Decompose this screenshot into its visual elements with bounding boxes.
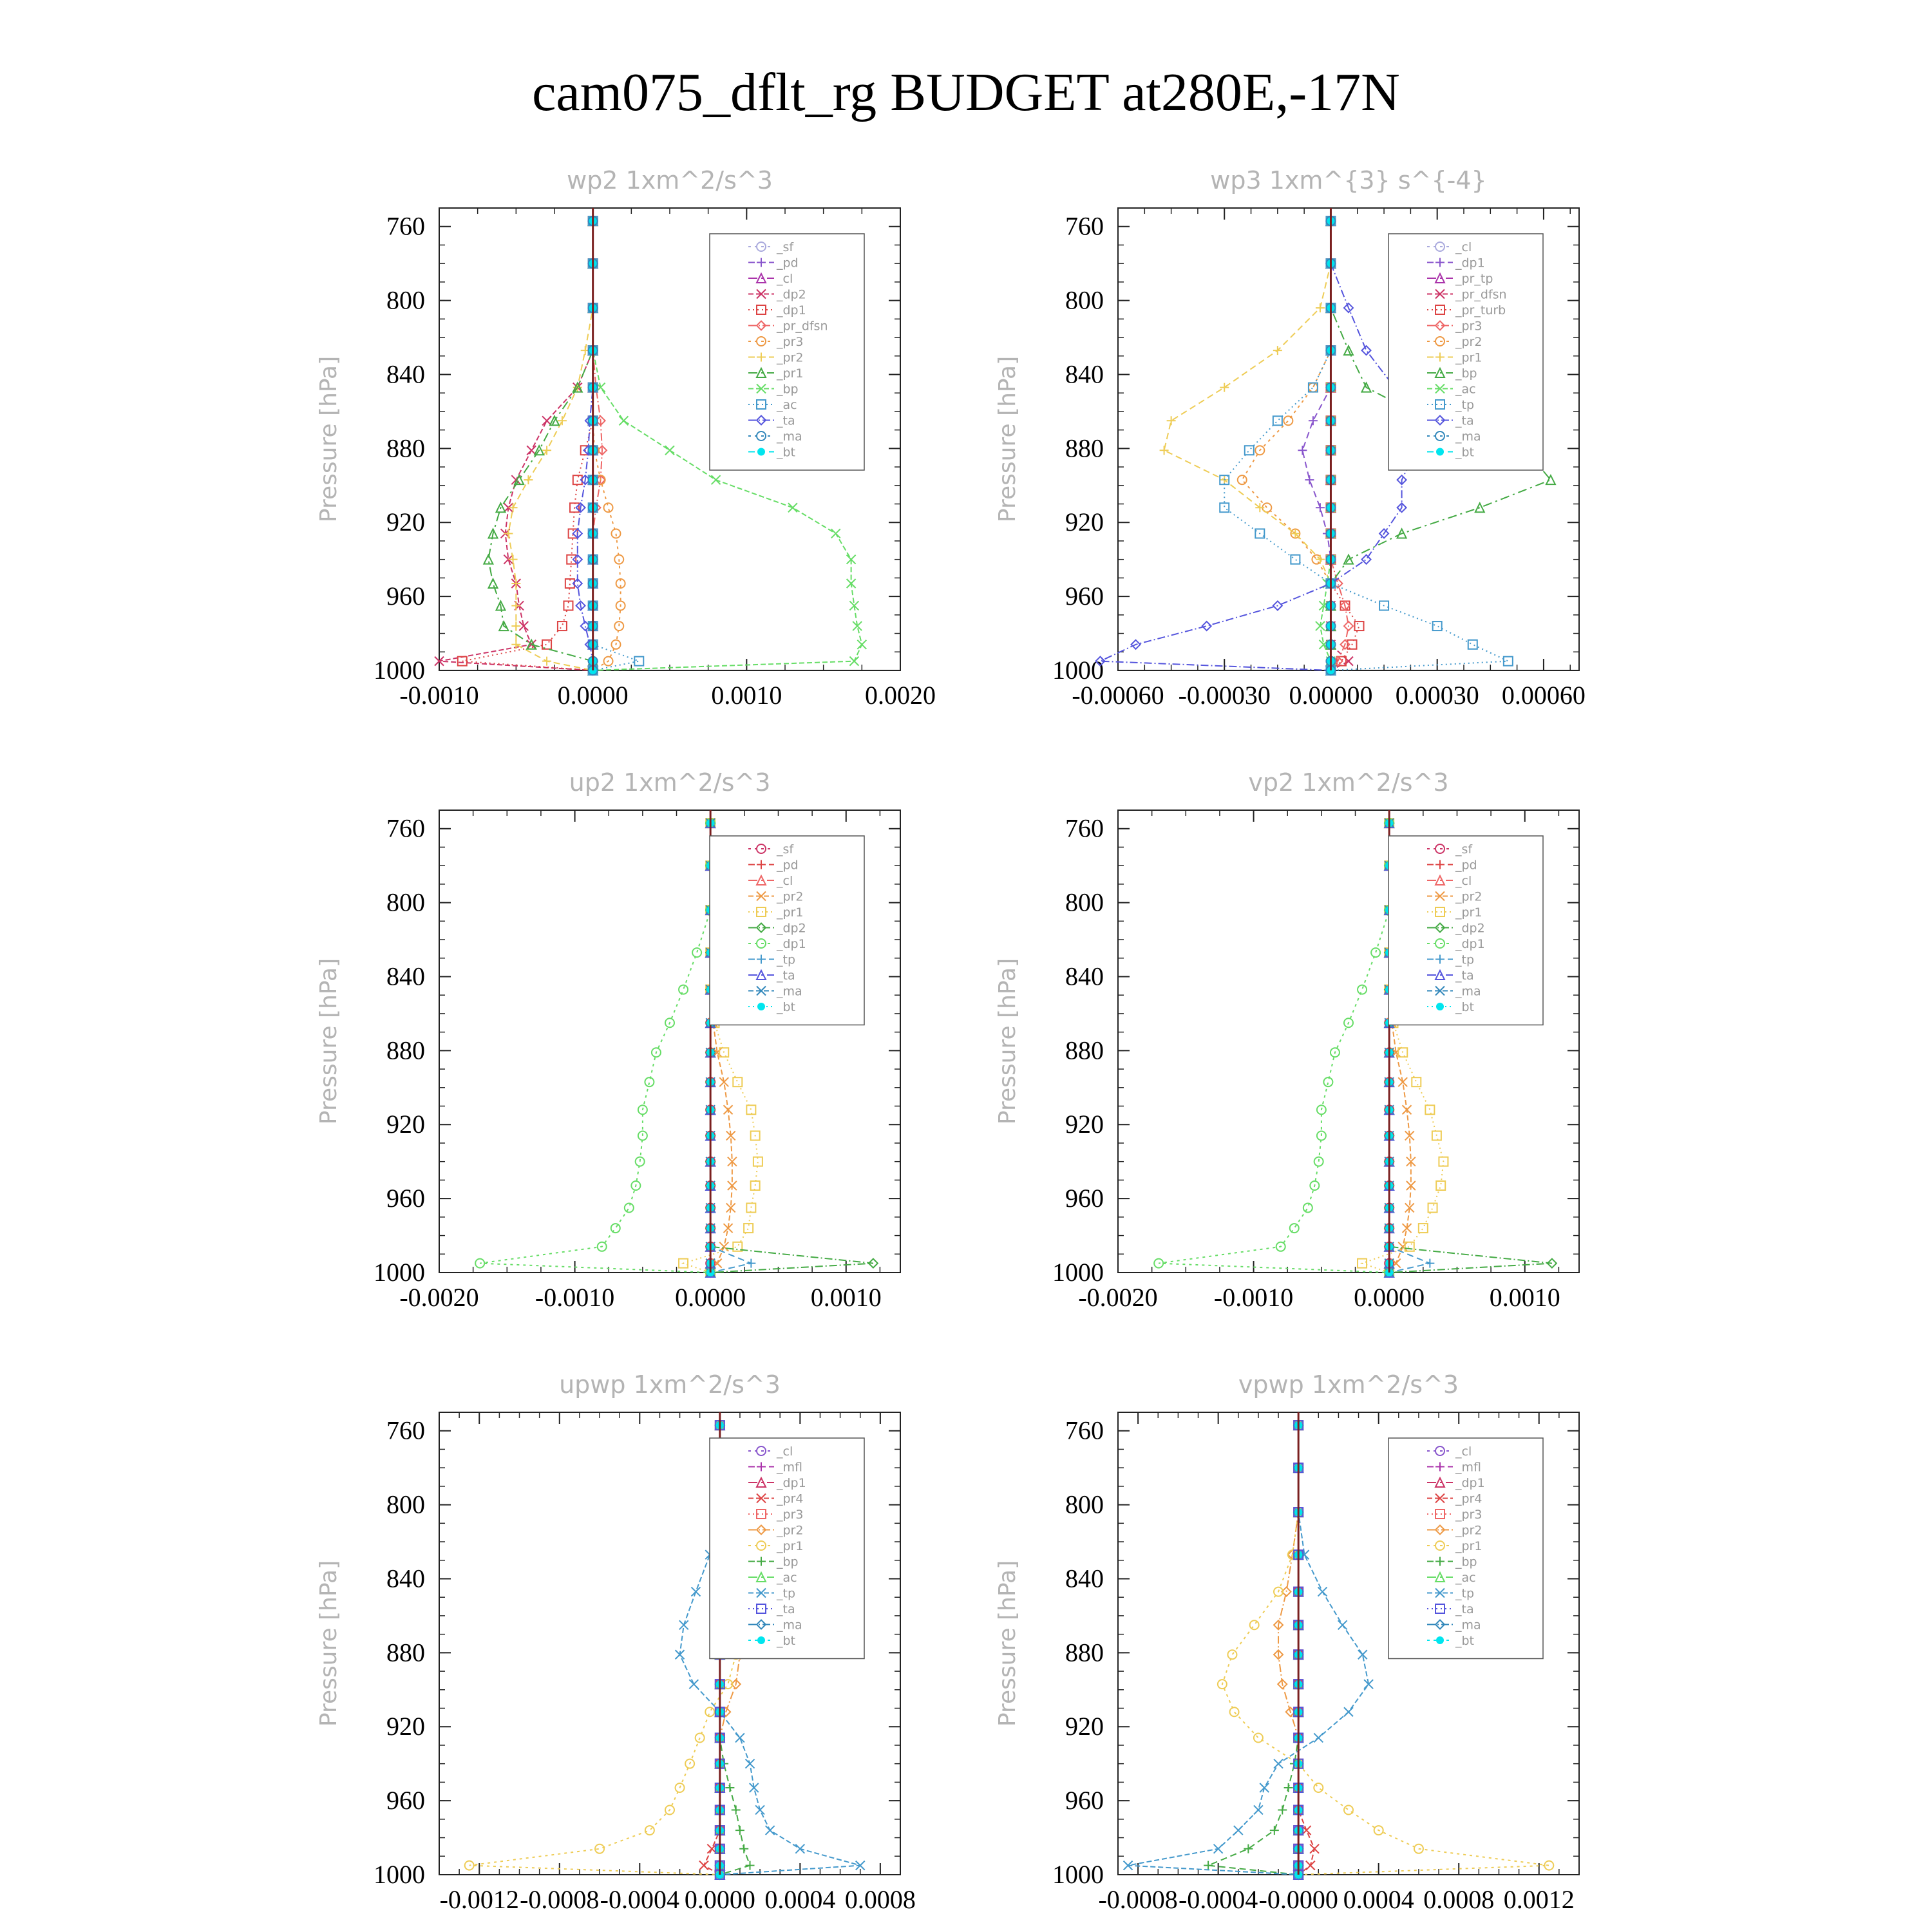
figure-title: cam075_dflt_rg BUDGET at280E,-17N (532, 62, 1400, 122)
data-point (625, 1203, 634, 1212)
y-tick-label: 800 (1065, 1490, 1104, 1519)
data-point (1254, 1805, 1263, 1814)
data-point (1230, 1707, 1239, 1716)
legend-label: _bt (1455, 1634, 1475, 1648)
legend-label: _pd (1455, 858, 1477, 873)
data-point (1284, 1783, 1293, 1792)
legend-label: _pr_dfsn (1455, 287, 1507, 302)
panel-3 (316, 768, 900, 1312)
data-point (1234, 1826, 1243, 1835)
data-point (542, 657, 551, 666)
x-tick-label: -0.0008 (520, 1885, 600, 1914)
legend-marker (1436, 448, 1444, 456)
y-tick-label: 840 (1065, 961, 1104, 991)
legend-label: _ma (777, 984, 802, 999)
y-tick-label: 840 (1065, 359, 1104, 389)
data-point (1220, 503, 1229, 512)
panel-title: wp3 1xm^{3} s^{-4} (1210, 166, 1487, 194)
y-tick-label: 800 (1065, 285, 1104, 315)
y-tick-label: 920 (1065, 507, 1104, 537)
data-point (604, 503, 613, 512)
series-bp (1204, 1421, 1303, 1879)
data-point (1355, 621, 1364, 630)
y-axis-label: Pressure [hPa] (316, 1560, 342, 1727)
data-point (1475, 503, 1484, 512)
legend-label: _tp (777, 1586, 796, 1601)
data-point (1310, 1844, 1319, 1853)
legend-label: _ma (1455, 984, 1481, 999)
legend-marker (1436, 1003, 1444, 1010)
legend-label: _dp2 (777, 287, 806, 302)
data-point (1362, 346, 1371, 355)
panel-1 (316, 166, 936, 710)
data-point (746, 1259, 755, 1268)
legend-label: _pr2 (777, 889, 804, 904)
y-tick-label: 880 (386, 1638, 425, 1667)
data-point (619, 416, 628, 425)
data-point (1298, 446, 1307, 455)
legend-label: _cl (777, 1444, 793, 1459)
x-tick-label: -0.0012 (439, 1885, 519, 1914)
legend-label: _dp1 (1455, 256, 1485, 270)
data-point (755, 1805, 764, 1814)
y-tick-label: 760 (1065, 813, 1104, 843)
data-point (1338, 1620, 1347, 1629)
data-point (689, 1680, 698, 1689)
legend-label: _dp2 (777, 921, 806, 936)
panel-title: upwp 1xm^2/s^3 (559, 1370, 781, 1399)
data-point (1220, 383, 1229, 392)
data-point (1160, 446, 1169, 455)
data-point (1306, 1861, 1315, 1870)
y-tick-label: 920 (1065, 1110, 1104, 1139)
series-dp1 (1154, 819, 1394, 1277)
legend-label: _bt (777, 1634, 796, 1648)
data-point (857, 640, 866, 649)
y-tick-label: 880 (386, 433, 425, 463)
legend-label: _tp (1455, 1586, 1475, 1601)
legend-marker (757, 448, 765, 456)
series-pr1 (465, 1421, 741, 1879)
data-point (1468, 640, 1477, 649)
y-tick-label: 760 (386, 211, 425, 241)
data-point (611, 1224, 620, 1233)
x-tick-label: -0.0004 (600, 1885, 679, 1914)
legend-label: _bp (777, 382, 799, 397)
data-point (1316, 503, 1325, 512)
legend-label: _pr3 (1455, 319, 1482, 334)
legend-label: _pr1 (777, 366, 804, 381)
data-point (509, 503, 518, 512)
legend-label: _pr2 (777, 1523, 804, 1538)
series-line (480, 823, 710, 1273)
y-tick-label: 960 (1065, 1786, 1104, 1815)
data-point (1254, 1733, 1263, 1742)
legend-label: _ta (777, 413, 795, 428)
x-tick-label: 0.0008 (844, 1885, 916, 1914)
y-tick-label: 920 (386, 1110, 425, 1139)
y-tick-label: 1000 (1052, 656, 1104, 685)
legend-label: _ma (777, 430, 802, 444)
data-point (1314, 1733, 1323, 1742)
legend (1388, 234, 1543, 470)
y-tick-label: 960 (386, 1786, 425, 1815)
legend-label: _bt (1455, 1000, 1475, 1014)
legend-label: _dp1 (1455, 937, 1485, 951)
panel-title: wp2 1xm^2/s^3 (567, 166, 773, 194)
legend-label: _ac (777, 398, 797, 412)
y-tick-label: 760 (386, 813, 425, 843)
legend-label: _dp1 (1455, 1476, 1485, 1490)
legend-label: _pr2 (1455, 889, 1482, 904)
series-tp (1124, 1421, 1374, 1879)
legend (710, 836, 864, 1025)
legend-marker (1436, 1636, 1444, 1644)
series-line (469, 1425, 736, 1875)
y-tick-label: 1000 (374, 656, 425, 685)
data-point (1403, 1105, 1412, 1114)
y-tick-label: 880 (1065, 433, 1104, 463)
panel-title: vpwp 1xm^2/s^3 (1238, 1370, 1459, 1399)
data-point (831, 529, 840, 538)
x-tick-label: -0.00060 (1072, 681, 1164, 710)
legend-label: _cl (1455, 874, 1472, 888)
y-axis-label: Pressure [hPa] (994, 1560, 1021, 1727)
legend-label: _bp (777, 1555, 799, 1569)
series-line (1242, 221, 1331, 670)
data-point (1238, 475, 1247, 484)
data-point (1436, 1181, 1445, 1190)
legend (710, 234, 864, 470)
legend-label: _ma (1455, 1618, 1481, 1633)
x-tick-label: 0.0020 (865, 681, 936, 710)
series-line (1208, 1425, 1298, 1875)
data-point (1544, 1861, 1553, 1870)
legend-label: _pr4 (777, 1492, 804, 1506)
data-point (725, 1783, 734, 1792)
x-tick-label: 0.0008 (1423, 1885, 1495, 1914)
x-tick-label: 0.00030 (1395, 681, 1479, 710)
legend-label: _ma (1455, 430, 1481, 444)
y-tick-label: 920 (386, 1712, 425, 1741)
data-point (1270, 1826, 1279, 1835)
legend-label: _pd (777, 858, 799, 873)
series-line (593, 221, 639, 670)
x-tick-label: -0.00030 (1178, 681, 1271, 710)
data-point (732, 1805, 741, 1814)
legend-label: _pr1 (1455, 1539, 1482, 1553)
series-line (1159, 823, 1389, 1273)
y-tick-label: 920 (386, 507, 425, 537)
y-tick-label: 1000 (374, 1860, 425, 1889)
data-point (724, 1105, 733, 1114)
legend-label: _cl (777, 272, 793, 286)
legend-label: _ta (777, 1602, 795, 1616)
data-point (1314, 1783, 1323, 1792)
y-tick-label: 1000 (1052, 1860, 1104, 1889)
data-point (1305, 475, 1314, 484)
y-tick-label: 760 (386, 1416, 425, 1445)
panel-5 (316, 1370, 916, 1914)
data-point (1316, 303, 1325, 312)
x-tick-label: 0.0000 (684, 1885, 755, 1914)
legend-marker (757, 1636, 765, 1644)
data-point (1202, 621, 1211, 630)
x-tick-label: -0.0010 (535, 1283, 615, 1312)
legend (1388, 836, 1543, 1025)
data-point (1291, 555, 1300, 564)
legend-label: _ta (777, 969, 795, 983)
legend-label: _ac (777, 1571, 797, 1585)
legend-label: _pd (777, 256, 799, 270)
data-point (1309, 416, 1318, 425)
data-point (558, 621, 567, 630)
data-point (1344, 1707, 1353, 1716)
legend-label: _cl (777, 874, 793, 888)
y-tick-label: 1000 (1052, 1258, 1104, 1287)
data-point (1425, 1259, 1434, 1268)
legend-label: _pr2 (1455, 335, 1482, 349)
x-tick-label: 0.0010 (1489, 1283, 1560, 1312)
data-point (679, 985, 688, 994)
x-tick-label: 0.0010 (711, 681, 782, 710)
data-point (634, 657, 643, 666)
data-point (712, 475, 721, 484)
legend-label: _pr1 (777, 1539, 804, 1553)
legend-label: _bt (777, 445, 796, 460)
data-point (692, 948, 701, 957)
legend-label: _dp1 (777, 303, 806, 317)
y-tick-label: 880 (386, 1036, 425, 1065)
y-tick-label: 800 (386, 1490, 425, 1519)
data-point (1204, 1861, 1213, 1870)
y-axis-label: Pressure [hPa] (316, 355, 342, 523)
data-point (1250, 1620, 1259, 1629)
legend-label: _dp1 (777, 1476, 806, 1490)
x-tick-label: 0.0004 (1343, 1885, 1414, 1914)
legend-label: _bt (1455, 445, 1475, 460)
legend-label: _mfl (777, 1460, 802, 1475)
data-point (1278, 1805, 1287, 1814)
legend-label: _ta (1455, 413, 1474, 428)
x-tick-label: -0.0010 (1213, 1283, 1294, 1312)
legend-marker (757, 1003, 765, 1010)
data-point (1425, 1105, 1434, 1114)
data-point (1273, 346, 1282, 355)
data-point (1428, 1203, 1437, 1212)
panel-4 (994, 768, 1579, 1312)
data-point (1290, 1224, 1299, 1233)
x-tick-label: 0.0010 (810, 1283, 882, 1312)
y-tick-label: 960 (1065, 1184, 1104, 1213)
legend-label: _pr2 (777, 350, 804, 365)
data-point (1227, 1650, 1236, 1659)
data-point (746, 1759, 755, 1768)
legend-label: _ma (777, 1618, 802, 1633)
data-point (1245, 446, 1254, 455)
data-point (1167, 416, 1176, 425)
data-point (1362, 555, 1371, 564)
data-point (735, 1733, 744, 1742)
data-point (705, 1707, 714, 1716)
legend-label: _pr3 (1455, 1508, 1482, 1522)
y-tick-label: 800 (386, 285, 425, 315)
legend-label: _sf (777, 842, 794, 857)
data-point (665, 446, 674, 455)
data-point (1274, 1759, 1283, 1768)
y-tick-label: 760 (1065, 211, 1104, 241)
legend-label: _pr3 (777, 335, 804, 349)
data-point (1244, 1844, 1253, 1853)
data-point (1412, 1077, 1421, 1086)
legend-label: _pr_tp (1455, 272, 1493, 286)
y-tick-label: 800 (1065, 887, 1104, 917)
data-point (699, 1861, 708, 1870)
panel-2 (994, 166, 1586, 710)
panel-title: up2 1xm^2/s^3 (569, 768, 771, 797)
x-tick-label: -0.0020 (1078, 1283, 1158, 1312)
legend-label: _ac (1455, 1571, 1476, 1585)
y-tick-label: 880 (1065, 1036, 1104, 1065)
legend-label: _tp (777, 952, 796, 967)
legend-label: _pr4 (1455, 1492, 1482, 1506)
y-tick-label: 920 (1065, 1712, 1104, 1741)
y-tick-label: 880 (1065, 1638, 1104, 1667)
legend-label: _pr2 (1455, 1523, 1482, 1538)
data-point (524, 475, 533, 484)
y-tick-label: 840 (1065, 1564, 1104, 1593)
data-point (795, 1844, 804, 1853)
data-point (1419, 1224, 1428, 1233)
legend-label: _pr1 (1455, 350, 1482, 365)
legend-label: _ac (1455, 382, 1476, 397)
legend-label: _cl (1455, 240, 1472, 254)
data-point (489, 579, 498, 588)
x-tick-label: -0.0010 (399, 681, 479, 710)
legend-label: _ta (1455, 1602, 1474, 1616)
data-point (751, 1181, 760, 1190)
data-point (766, 1826, 775, 1835)
data-point (511, 640, 520, 649)
data-point (511, 621, 520, 630)
y-tick-label: 960 (386, 1184, 425, 1213)
y-tick-label: 760 (1065, 1416, 1104, 1445)
x-tick-label: 0.00060 (1501, 681, 1586, 710)
y-tick-label: 840 (386, 961, 425, 991)
x-tick-label: 0.0012 (1503, 1885, 1575, 1914)
y-axis-label: Pressure [hPa] (994, 355, 1021, 523)
data-point (849, 657, 858, 666)
data-point (1371, 948, 1380, 957)
y-tick-label: 960 (1065, 582, 1104, 611)
data-point (1323, 1077, 1332, 1086)
data-point (1283, 416, 1293, 425)
data-point (691, 1587, 700, 1596)
legend-label: _pr1 (1455, 905, 1482, 920)
data-point (1358, 985, 1367, 994)
y-tick-label: 840 (386, 1564, 425, 1593)
legend-label: _pr_dfsn (777, 319, 828, 334)
data-point (645, 1077, 654, 1086)
legend-label: _dp2 (1455, 921, 1485, 936)
y-axis-label: Pressure [hPa] (316, 958, 342, 1125)
legend-label: _bp (1455, 366, 1477, 381)
data-point (1303, 1203, 1312, 1212)
data-point (1273, 416, 1282, 425)
data-point (645, 1826, 654, 1835)
data-point (788, 503, 797, 512)
panel-title: vp2 1xm^2/s^3 (1248, 768, 1449, 797)
series-dp1 (475, 819, 715, 1277)
legend-label: _ta (1455, 969, 1474, 983)
data-point (739, 1844, 748, 1853)
y-axis-label: Pressure [hPa] (994, 958, 1021, 1125)
x-tick-label: 0.0000 (557, 681, 629, 710)
legend-label: _bp (1455, 1555, 1477, 1569)
data-point (1260, 1783, 1269, 1792)
legend-label: _sf (1455, 842, 1473, 857)
legend (1388, 1438, 1543, 1659)
data-point (746, 1861, 755, 1870)
data-point (735, 1826, 744, 1835)
x-tick-label: -0.0000 (1258, 1885, 1338, 1914)
data-point (733, 1077, 742, 1086)
y-tick-label: 840 (386, 359, 425, 389)
legend-label: _bt (777, 1000, 796, 1014)
data-point (611, 529, 620, 538)
x-tick-label: 0.00000 (1289, 681, 1373, 710)
legend-label: _cl (1455, 1444, 1472, 1459)
series-line (1128, 1425, 1369, 1875)
panel-6 (994, 1370, 1579, 1914)
x-tick-label: 0.0004 (764, 1885, 836, 1914)
x-tick-label: 0.0000 (1354, 1283, 1425, 1312)
legend-label: _tp (1455, 952, 1475, 967)
legend (710, 1438, 864, 1659)
data-point (1318, 1587, 1327, 1596)
legend-label: _tp (1455, 398, 1475, 412)
y-tick-label: 800 (386, 887, 425, 917)
legend-label: _dp1 (777, 937, 806, 951)
legend-label: _pr1 (777, 905, 804, 920)
data-point (1309, 383, 1318, 392)
legend-label: _mfl (1455, 1460, 1481, 1475)
data-point (519, 621, 528, 630)
data-point (1316, 555, 1325, 564)
x-tick-label: -0.0008 (1098, 1885, 1178, 1914)
data-point (1344, 1805, 1353, 1814)
x-tick-label: 0.0000 (675, 1283, 746, 1312)
y-tick-label: 1000 (374, 1258, 425, 1287)
data-point (746, 1203, 755, 1212)
y-tick-label: 960 (386, 582, 425, 611)
legend-label: _pr3 (777, 1508, 804, 1522)
legend-label: _pr_turb (1455, 303, 1506, 317)
data-point (1433, 621, 1442, 630)
x-tick-label: -0.0020 (399, 1283, 479, 1312)
x-tick-label: -0.0004 (1178, 1885, 1258, 1914)
series-line (488, 221, 592, 670)
legend-label: _sf (777, 240, 794, 254)
